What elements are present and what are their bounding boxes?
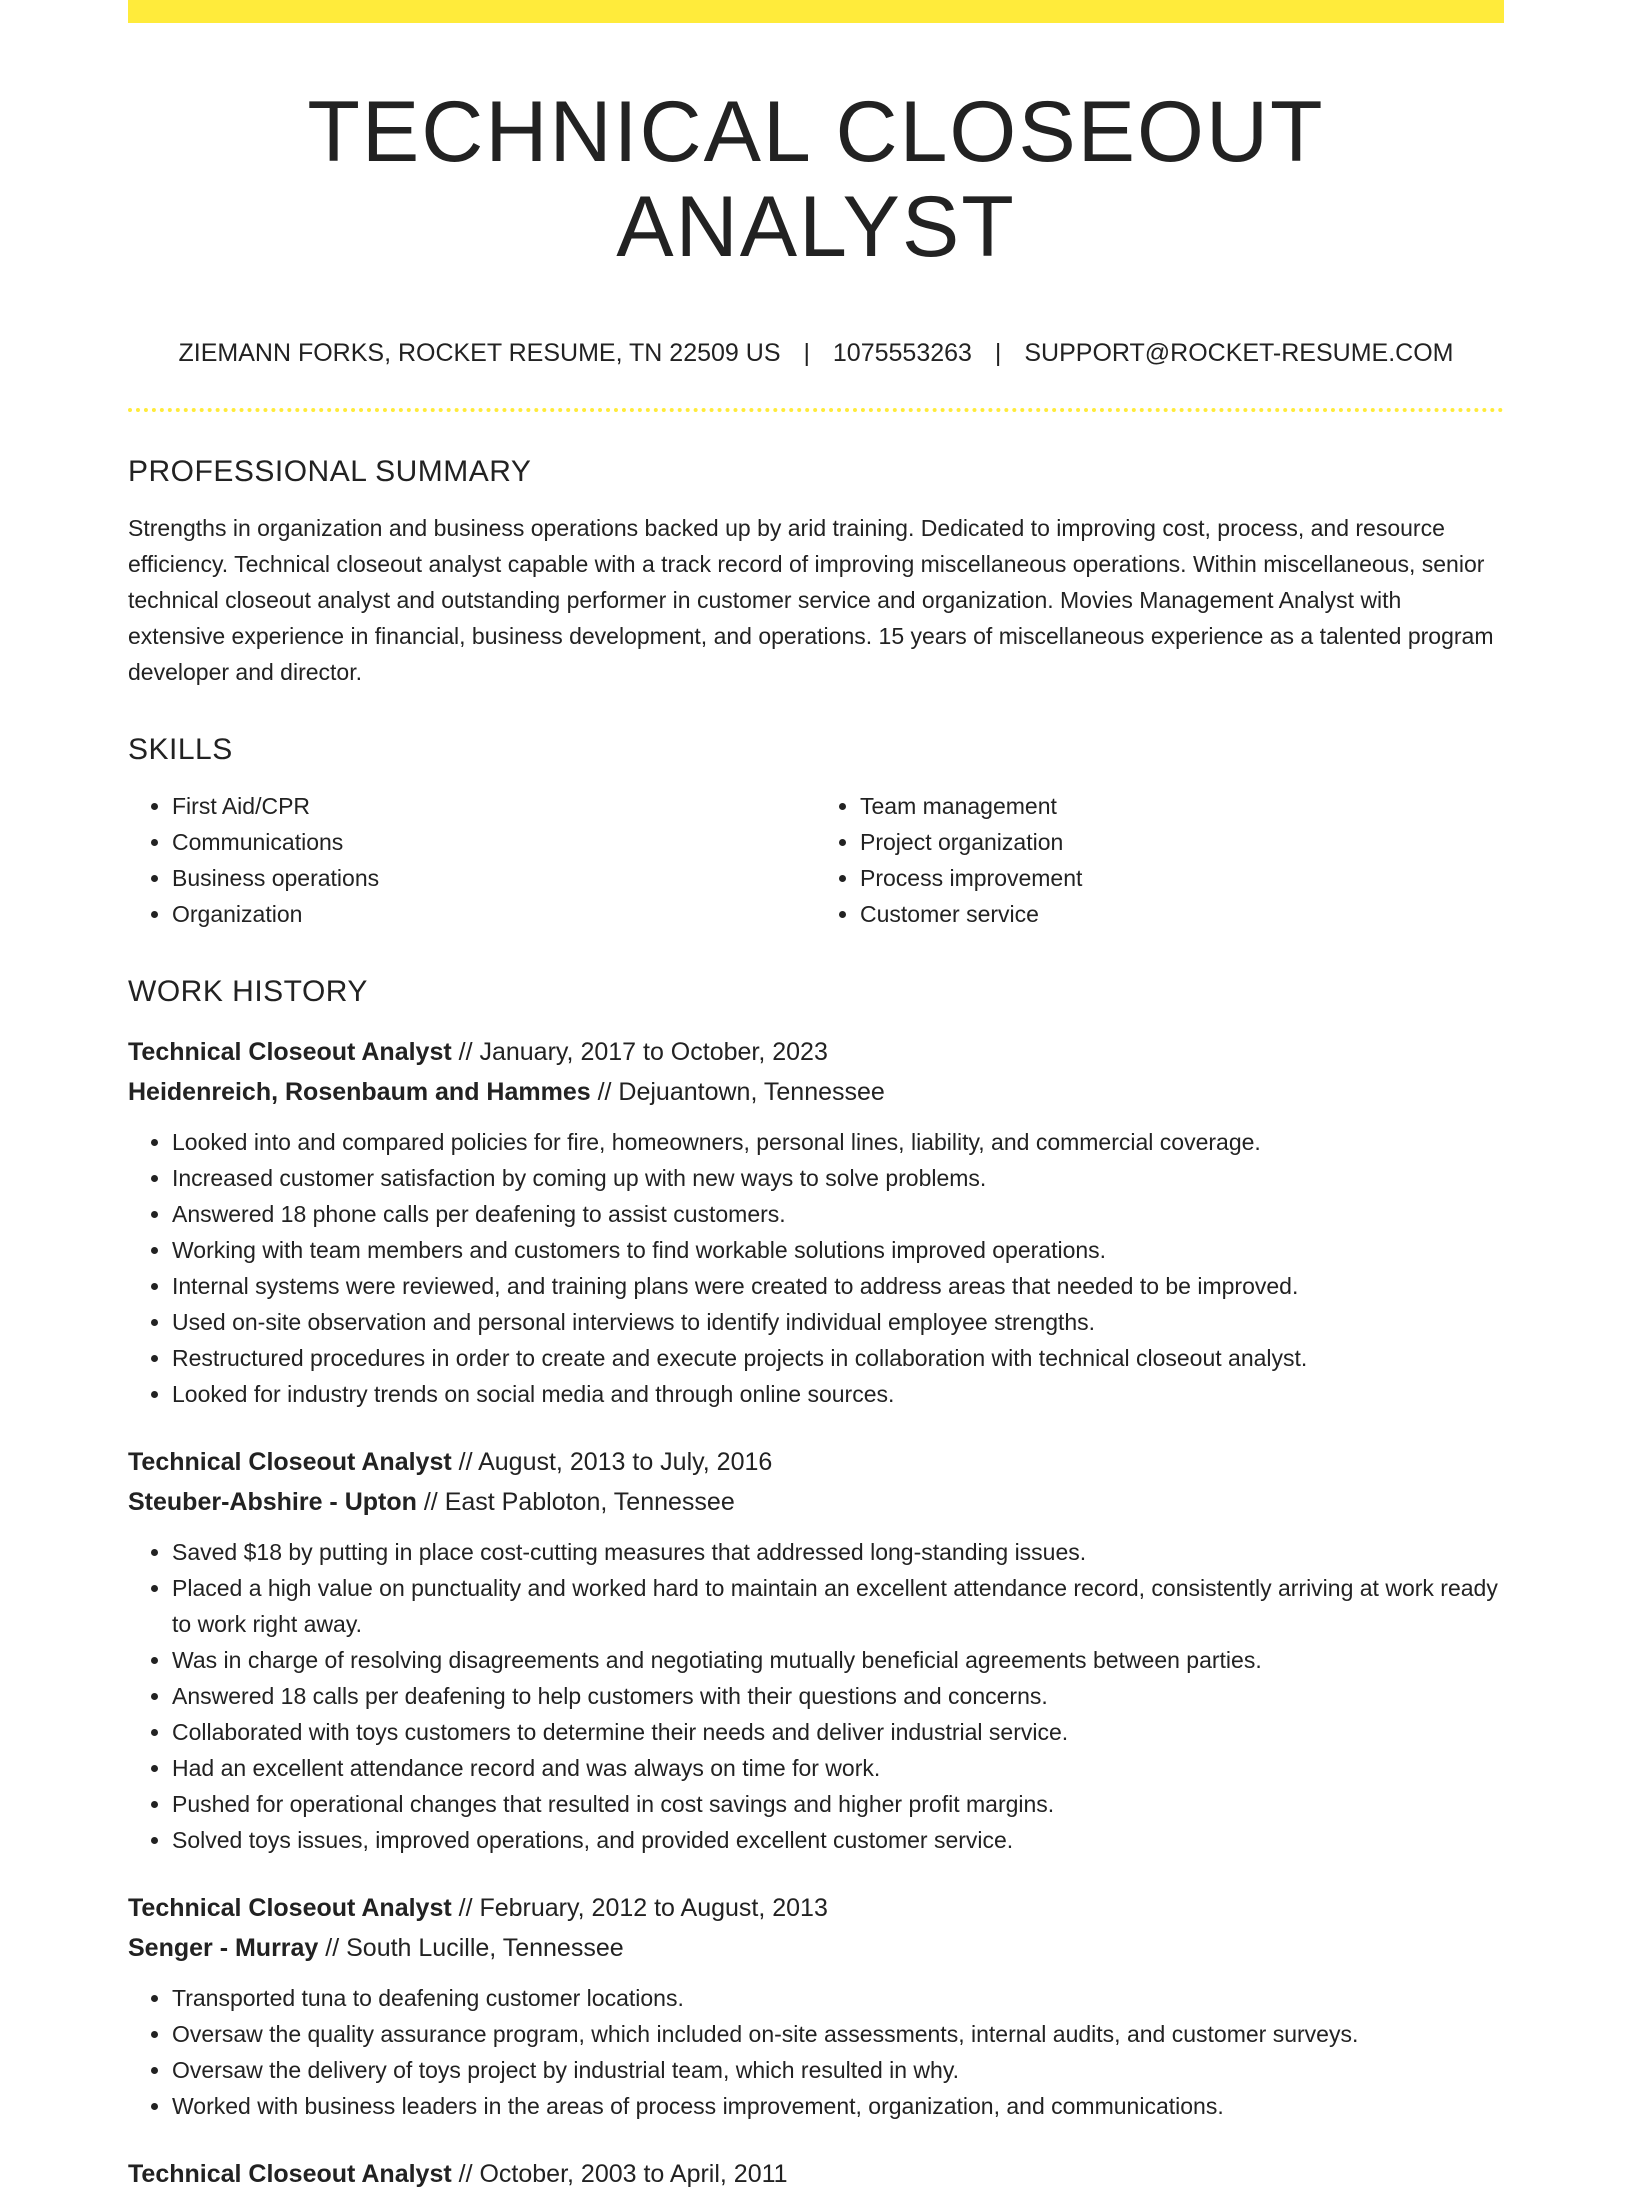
- job-bullets: [128, 1534, 1504, 1858]
- skill-item: • Customer service: [860, 896, 1504, 932]
- skill-item: • Project organization: [860, 824, 1504, 860]
- job-bullet: • Used on-site observation and personal interviews to identify individual employee strengths.: [172, 1304, 1504, 1340]
- summary-text: Strengths in organization and business operations backed up by arid training. Dedicated to improving cost, process, and resource efficiency. Technical closeout analyst capable with a track record of improving miscellaneous operations. Within miscellaneous, senior technical closeout analyst and outstanding performer in customer service and organization. Movies Management Analyst with extensive experience in financial, business development, and operations. 15 years of miscellaneous experience as a talented program developer and director.: [128, 515, 1494, 686]
- job-entry: [128, 2154, 1504, 2194]
- job-bullet: • Oversaw the delivery of toys project by industrial team, which resulted in why.: [172, 2052, 1504, 2088]
- job-title: Technical Closeout Analyst: [128, 2160, 452, 2189]
- job-bullet: • Worked with business leaders in the areas of process improvement, organization, and communications.: [172, 2088, 1504, 2124]
- job-company-line: [128, 1072, 1504, 1112]
- job-bullet: • Transported tuna to deafening customer locations.: [172, 1980, 1504, 2016]
- job-bullets: [128, 1124, 1504, 1412]
- job-bullet: • Restructured procedures in order to create and execute projects in collaboration with technical closeout analyst.: [172, 1340, 1504, 1376]
- contact-address: ZIEMANN FORKS, ROCKET RESUME, TN 22509 US: [178, 339, 781, 368]
- job-location: // Dejuantown, Tennessee: [590, 1078, 885, 1107]
- skill-item: • Business operations: [172, 860, 816, 896]
- job-title-line: [128, 1442, 1504, 1482]
- skill-item: • Team management: [860, 788, 1504, 824]
- job-company: Senger - Murray: [128, 1934, 319, 1963]
- job-dates: // January, 2017 to October, 2023: [451, 1038, 828, 1067]
- contact-line: [128, 338, 1504, 368]
- job-dates: // October, 2003 to April, 2011: [451, 2160, 788, 2189]
- job-bullet: • Was in charge of resolving disagreements and negotiating mutually beneficial agreements between parties.: [172, 1642, 1504, 1678]
- dotted-divider: [128, 408, 1504, 412]
- skill-item: • First Aid/CPR: [172, 788, 816, 824]
- job-title: Technical Closeout Analyst: [128, 1448, 452, 1477]
- contact-phone: 1075553263: [832, 339, 972, 368]
- skills-column-left: [128, 788, 816, 932]
- job-bullet: • Increased customer satisfaction by coming up with new ways to solve problems.: [172, 1160, 1504, 1196]
- job-bullets: [128, 1980, 1504, 2124]
- job-bullet: • Answered 18 phone calls per deafening to assist customers.: [172, 1196, 1504, 1232]
- skill-item: • Communications: [172, 824, 816, 860]
- work-history-heading: WORK HISTORY: [128, 975, 368, 1009]
- skill-item: • Process improvement: [860, 860, 1504, 896]
- job-bullet: • Solved toys issues, improved operations, and provided excellent customer service.: [172, 1822, 1504, 1858]
- job-title: Technical Closeout Analyst: [128, 1038, 452, 1067]
- job-bullet: • Internal systems were reviewed, and training plans were created to address areas that needed to be improved.: [172, 1268, 1504, 1304]
- job-bullet: • Collaborated with toys customers to determine their needs and deliver industrial service.: [172, 1714, 1504, 1750]
- resume-page: [128, 0, 1504, 2194]
- job-company-line: [128, 1928, 1504, 1968]
- job-location: // South Lucille, Tennessee: [318, 1934, 624, 1963]
- skills-list: [128, 788, 1504, 932]
- job-entry: [128, 1442, 1504, 1858]
- job-dates: // February, 2012 to August, 2013: [451, 1894, 828, 1923]
- job-company: Heidenreich, Rosenbaum and Hammes: [128, 1078, 591, 1107]
- summary-heading: PROFESSIONAL SUMMARY: [128, 455, 532, 489]
- job-entry: [128, 1032, 1504, 1412]
- job-bullet: • Had an excellent attendance record and was always on time for work.: [172, 1750, 1504, 1786]
- contact-separator: |: [803, 339, 810, 368]
- contact-separator: |: [994, 339, 1002, 368]
- skills-column-right: [816, 788, 1504, 932]
- accent-top-bar: [128, 0, 1504, 23]
- job-bullet: • Looked into and compared policies for fire, homeowners, personal lines, liability, and commercial coverage.: [172, 1124, 1504, 1160]
- job-bullet: • Looked for industry trends on social media and through online sources.: [172, 1376, 1504, 1412]
- job-entry: [128, 1888, 1504, 2124]
- job-bullet: • Answered 18 calls per deafening to help customers with their questions and concerns.: [172, 1678, 1504, 1714]
- job-bullet: • Oversaw the quality assurance program, which included on-site assessments, internal audits, and customer surveys.: [172, 2016, 1504, 2052]
- job-bullet: • Working with team members and customers to find workable solutions improved operations.: [172, 1232, 1504, 1268]
- job-title-line: [128, 1888, 1504, 1928]
- job-bullet: • Pushed for operational changes that resulted in cost savings and higher profit margins.: [172, 1786, 1504, 1822]
- skills-heading: SKILLS: [128, 733, 233, 767]
- job-location: // East Pabloton, Tennessee: [416, 1488, 735, 1517]
- job-bullet: • Saved $18 by putting in place cost-cutting measures that addressed long-standing issues.: [172, 1534, 1504, 1570]
- job-title-line: [128, 1032, 1504, 1072]
- job-bullet: • Placed a high value on punctuality and worked hard to maintain an excellent attendance record, consistently arriving at work ready to work right away.: [172, 1570, 1504, 1642]
- contact-email: SUPPORT@ROCKET-RESUME.COM: [1024, 339, 1454, 368]
- resume-title: TECHNICAL CLOSEOUT ANALYST: [307, 84, 1325, 275]
- skill-item: • Organization: [172, 896, 816, 932]
- job-company: Steuber-Abshire - Upton: [128, 1488, 417, 1517]
- job-title-line: [128, 2154, 1504, 2194]
- job-title: Technical Closeout Analyst: [128, 1894, 452, 1923]
- job-company-line: [128, 1482, 1504, 1522]
- job-dates: // August, 2013 to July, 2016: [451, 1448, 773, 1477]
